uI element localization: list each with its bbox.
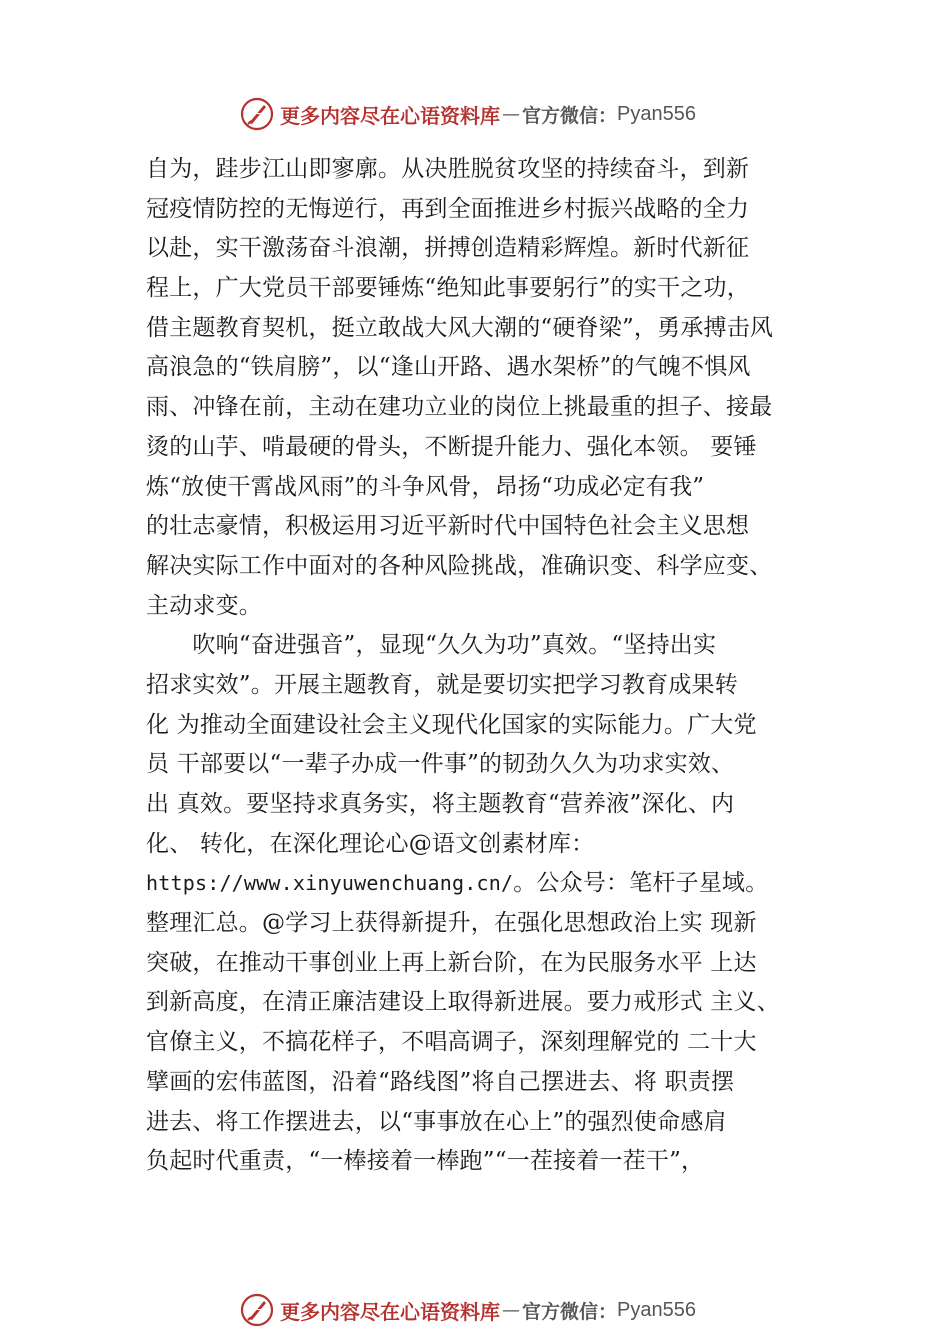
text-line: 员 干部要以“一辈子办成一件事”的韧劲久久为功求实效、 (146, 751, 735, 778)
text-line: 吹响“奋进强音”，显现“久久为功”真效。“坚持出实 (146, 632, 717, 659)
banner-wechat-id: Pyan556 (617, 1298, 696, 1321)
text-line: 化 为推动全面建设社会主义现代化国家的实际能力。广大党 (146, 711, 757, 738)
banner-wechat-id: Pyan556 (617, 102, 696, 125)
text-line: 以赴，实干激荡奋斗浪潮，拼搏创造精彩辉煌。新时代新征 (146, 235, 750, 262)
banner-wechat-label: 官方微信： (522, 1300, 618, 1323)
text-line: 官僚主义，不搞花样子，不唱高调子，深刻理解党的 二十大 (146, 1029, 757, 1056)
banner-dash: — (502, 1299, 520, 1321)
text-line: 程上，广大党员干部要锤炼“绝知此事要躬行”的实干之功， (146, 275, 750, 302)
footer-watermark-banner (240, 1292, 760, 1328)
text-line: 负起时代重责，“一棒接着一棒跑”“一茬接着一茬干”， (146, 1148, 705, 1175)
text-line: 主动求变。 (146, 592, 262, 619)
text-line: 化、 转化，在深化理论心@语文创素材库： (146, 830, 595, 857)
header-watermark-banner (240, 96, 760, 132)
text-line: 进去、将工作摆进去，以“事事放在心上”的强烈使命感肩 (146, 1108, 727, 1135)
text-line: 冠疫情防控的无悔逆行，再到全面推进乡村振兴战略的全力 (146, 195, 750, 222)
text-line: 烫的山芋、啃最硬的骨头，不断提升能力、强化本领。 要锤 (146, 433, 757, 460)
text-line: 高浪急的“铁肩膀”，以“逢山开路、遇水架桥”的气魄不惧风 (146, 354, 751, 381)
quill-logo-icon (240, 1293, 274, 1327)
text-line: 借主题教育契机，挺立敢战大风大潮的“硬脊梁”，勇承搏击风 (146, 314, 774, 341)
text-line: 突破，在推动干事创业上再上新台阶，在为民服务水平 上达 (146, 949, 757, 976)
text-line: 雨、冲锋在前，主动在建功立业的岗位上挑最重的担子、接最 (146, 394, 773, 421)
quill-logo-icon (240, 97, 274, 131)
banner-dash: — (502, 103, 520, 125)
text-line: 到新高度，在清正廉洁建设上取得新进展。要力戒形式 主义、 (146, 989, 780, 1016)
text-line: 解决实际工作中面对的各种风险挑战，准确识变、科学应变、 (146, 552, 773, 579)
text-line: 的壮志豪情，积极运用习近平新时代中国特色社会主义思想 (146, 513, 750, 540)
document-body (146, 150, 846, 1182)
text-line: 自为，跬步江山即寥廓。从决胜脱贫攻坚的持续奋斗，到新 (146, 156, 750, 182)
url-suffix-text: 。公众号：笔杆子星域。 (513, 870, 769, 897)
text-line: 招求实效”。开展主题教育，就是要切实把学习教育成果转 (146, 671, 738, 698)
text-line: 炼“放使干霄战风雨”的斗争风骨，昂扬“功成必定有我” (146, 473, 705, 500)
text-line: 整理汇总。@学习上获得新提升，在强化思想政治上实 现新 (146, 910, 757, 937)
banner-title: 更多内容尽在心语资料库 (280, 103, 500, 128)
text-line: 擘画的宏伟蓝图，沿着“路线图”将自己摆进去、将 职责摆 (146, 1068, 735, 1095)
banner-wechat-label: 官方微信： (522, 104, 618, 127)
source-url-link[interactable]: https://www.xinyuwenchuang.cn/ (146, 871, 514, 896)
banner-title: 更多内容尽在心语资料库 (280, 1299, 500, 1324)
text-line: 出 真效。要坚持求真务实，将主题教育“营养液”深化、内 (146, 791, 735, 817)
url-line (146, 864, 846, 904)
